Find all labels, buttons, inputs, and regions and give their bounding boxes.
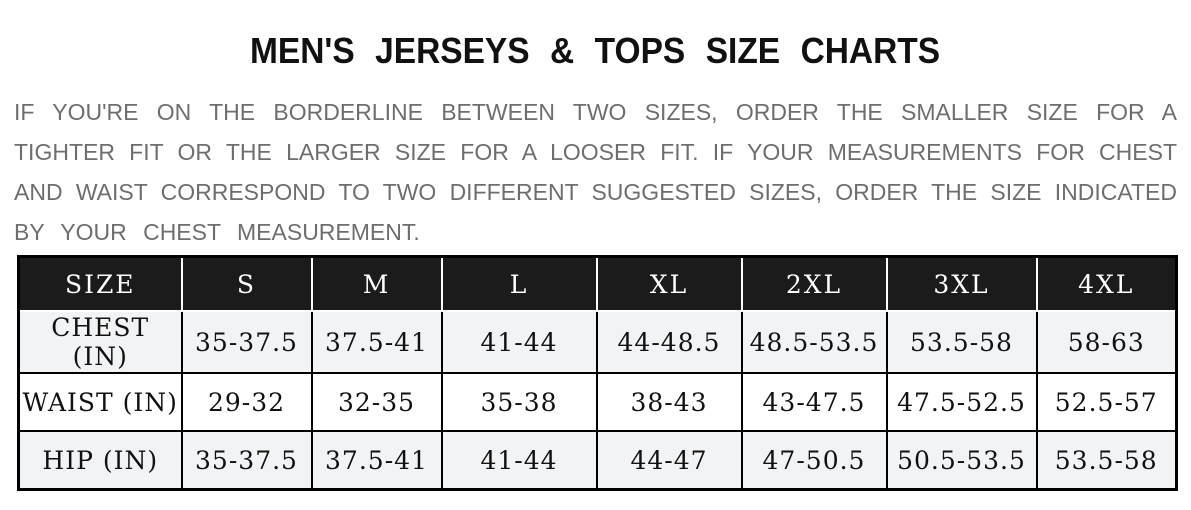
row-label-chest: CHEST (IN) xyxy=(19,311,182,373)
intro-line-2: TIGHTER FIT OR THE LARGER SIZE FOR A LOOSER FIT. IF YOUR MEASUREMENTS FOR CHEST xyxy=(14,139,1177,165)
cell-waist-l: 35-38 xyxy=(442,373,597,431)
cell-chest-4xl: 58-63 xyxy=(1037,311,1177,373)
cell-hip-4xl: 53.5-58 xyxy=(1037,431,1177,490)
cell-waist-4xl: 52.5-57 xyxy=(1037,373,1177,431)
col-header-2xl: 2XL xyxy=(742,257,887,312)
col-header-4xl: 4XL xyxy=(1037,257,1177,312)
col-header-3xl: 3XL xyxy=(887,257,1037,312)
page-title-text: MEN'S JERSEYS & TOPS SIZE CHARTS xyxy=(250,30,941,71)
cell-chest-l: 41-44 xyxy=(442,311,597,373)
cell-waist-s: 29-32 xyxy=(182,373,312,431)
cell-hip-2xl: 47-50.5 xyxy=(742,431,887,490)
page-title xyxy=(0,30,1191,72)
cell-chest-xl: 44-48.5 xyxy=(597,311,742,373)
col-header-l: L xyxy=(442,257,597,312)
table-header-row xyxy=(19,257,1177,312)
intro-line-4: BY YOUR CHEST MEASUREMENT. xyxy=(14,219,420,245)
cell-chest-3xl: 53.5-58 xyxy=(887,311,1037,373)
cell-hip-xl: 44-47 xyxy=(597,431,742,490)
size-table xyxy=(17,255,1178,491)
col-header-m: M xyxy=(312,257,442,312)
row-label-hip: HIP (IN) xyxy=(19,431,182,490)
cell-chest-s: 35-37.5 xyxy=(182,311,312,373)
intro-line-1: IF YOU'RE ON THE BORDERLINE BETWEEN TWO SIZES, ORDER THE SMALLER SIZE FOR A xyxy=(14,99,1177,125)
col-header-size: SIZE xyxy=(19,257,182,312)
cell-chest-m: 37.5-41 xyxy=(312,311,442,373)
intro-line-3: AND WAIST CORRESPOND TO TWO DIFFERENT SUGGESTED SIZES, ORDER THE SIZE INDICATED xyxy=(14,179,1177,205)
cell-chest-2xl: 48.5-53.5 xyxy=(742,311,887,373)
cell-hip-m: 37.5-41 xyxy=(312,431,442,490)
intro-paragraph xyxy=(14,92,1177,252)
cell-waist-xl: 38-43 xyxy=(597,373,742,431)
table-row-hip xyxy=(19,431,1177,490)
cell-hip-3xl: 50.5-53.5 xyxy=(887,431,1037,490)
cell-waist-2xl: 43-47.5 xyxy=(742,373,887,431)
cell-waist-3xl: 47.5-52.5 xyxy=(887,373,1037,431)
table-row-waist xyxy=(19,373,1177,431)
row-label-waist: WAIST (IN) xyxy=(19,373,182,431)
col-header-xl: XL xyxy=(597,257,742,312)
col-header-s: S xyxy=(182,257,312,312)
cell-hip-l: 41-44 xyxy=(442,431,597,490)
cell-hip-s: 35-37.5 xyxy=(182,431,312,490)
table-row-chest xyxy=(19,311,1177,373)
cell-waist-m: 32-35 xyxy=(312,373,442,431)
